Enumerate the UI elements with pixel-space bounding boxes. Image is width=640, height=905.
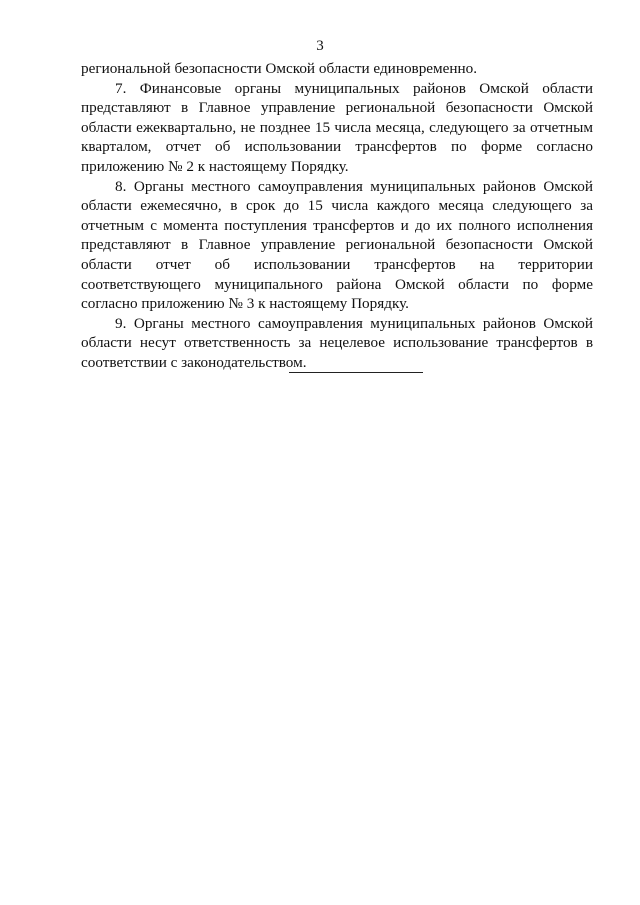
paragraph-item-9: 9. Органы местного самоуправления муниципальных районов Омской области несут ответственность за нецелевое использование трансфертов в соответствии с законодательством. <box>81 314 593 371</box>
page-number: 3 <box>316 38 324 54</box>
document-body <box>81 59 593 373</box>
end-of-document-line <box>289 372 423 373</box>
paragraph-item-7: 7. Финансовые органы муниципальных районов Омской области представляют в Главное управление региональной безопасности Омской области ежеквартально, не позднее 15 числа месяца, следующего за отчетным кварталом, отчет об использовании трансфертов по форме согласно приложению № 2 к настоящему Порядку. <box>81 79 593 175</box>
paragraph-continuation: региональной безопасности Омской области единовременно. <box>81 60 478 77</box>
paragraph-item-8: 8. Органы местного самоуправления муниципальных районов Омской области ежемесячно, в срок до 15 числа каждого месяца следующего за отчетным с момента поступления трансфертов и до их полного исполнения представляют в Главное управление региональной безопасности Омской области отчет об использовании трансфертов на территории соответствующего муниципального района Омской области по форме согласно приложению № 3 к настоящему Порядку. <box>81 177 593 313</box>
